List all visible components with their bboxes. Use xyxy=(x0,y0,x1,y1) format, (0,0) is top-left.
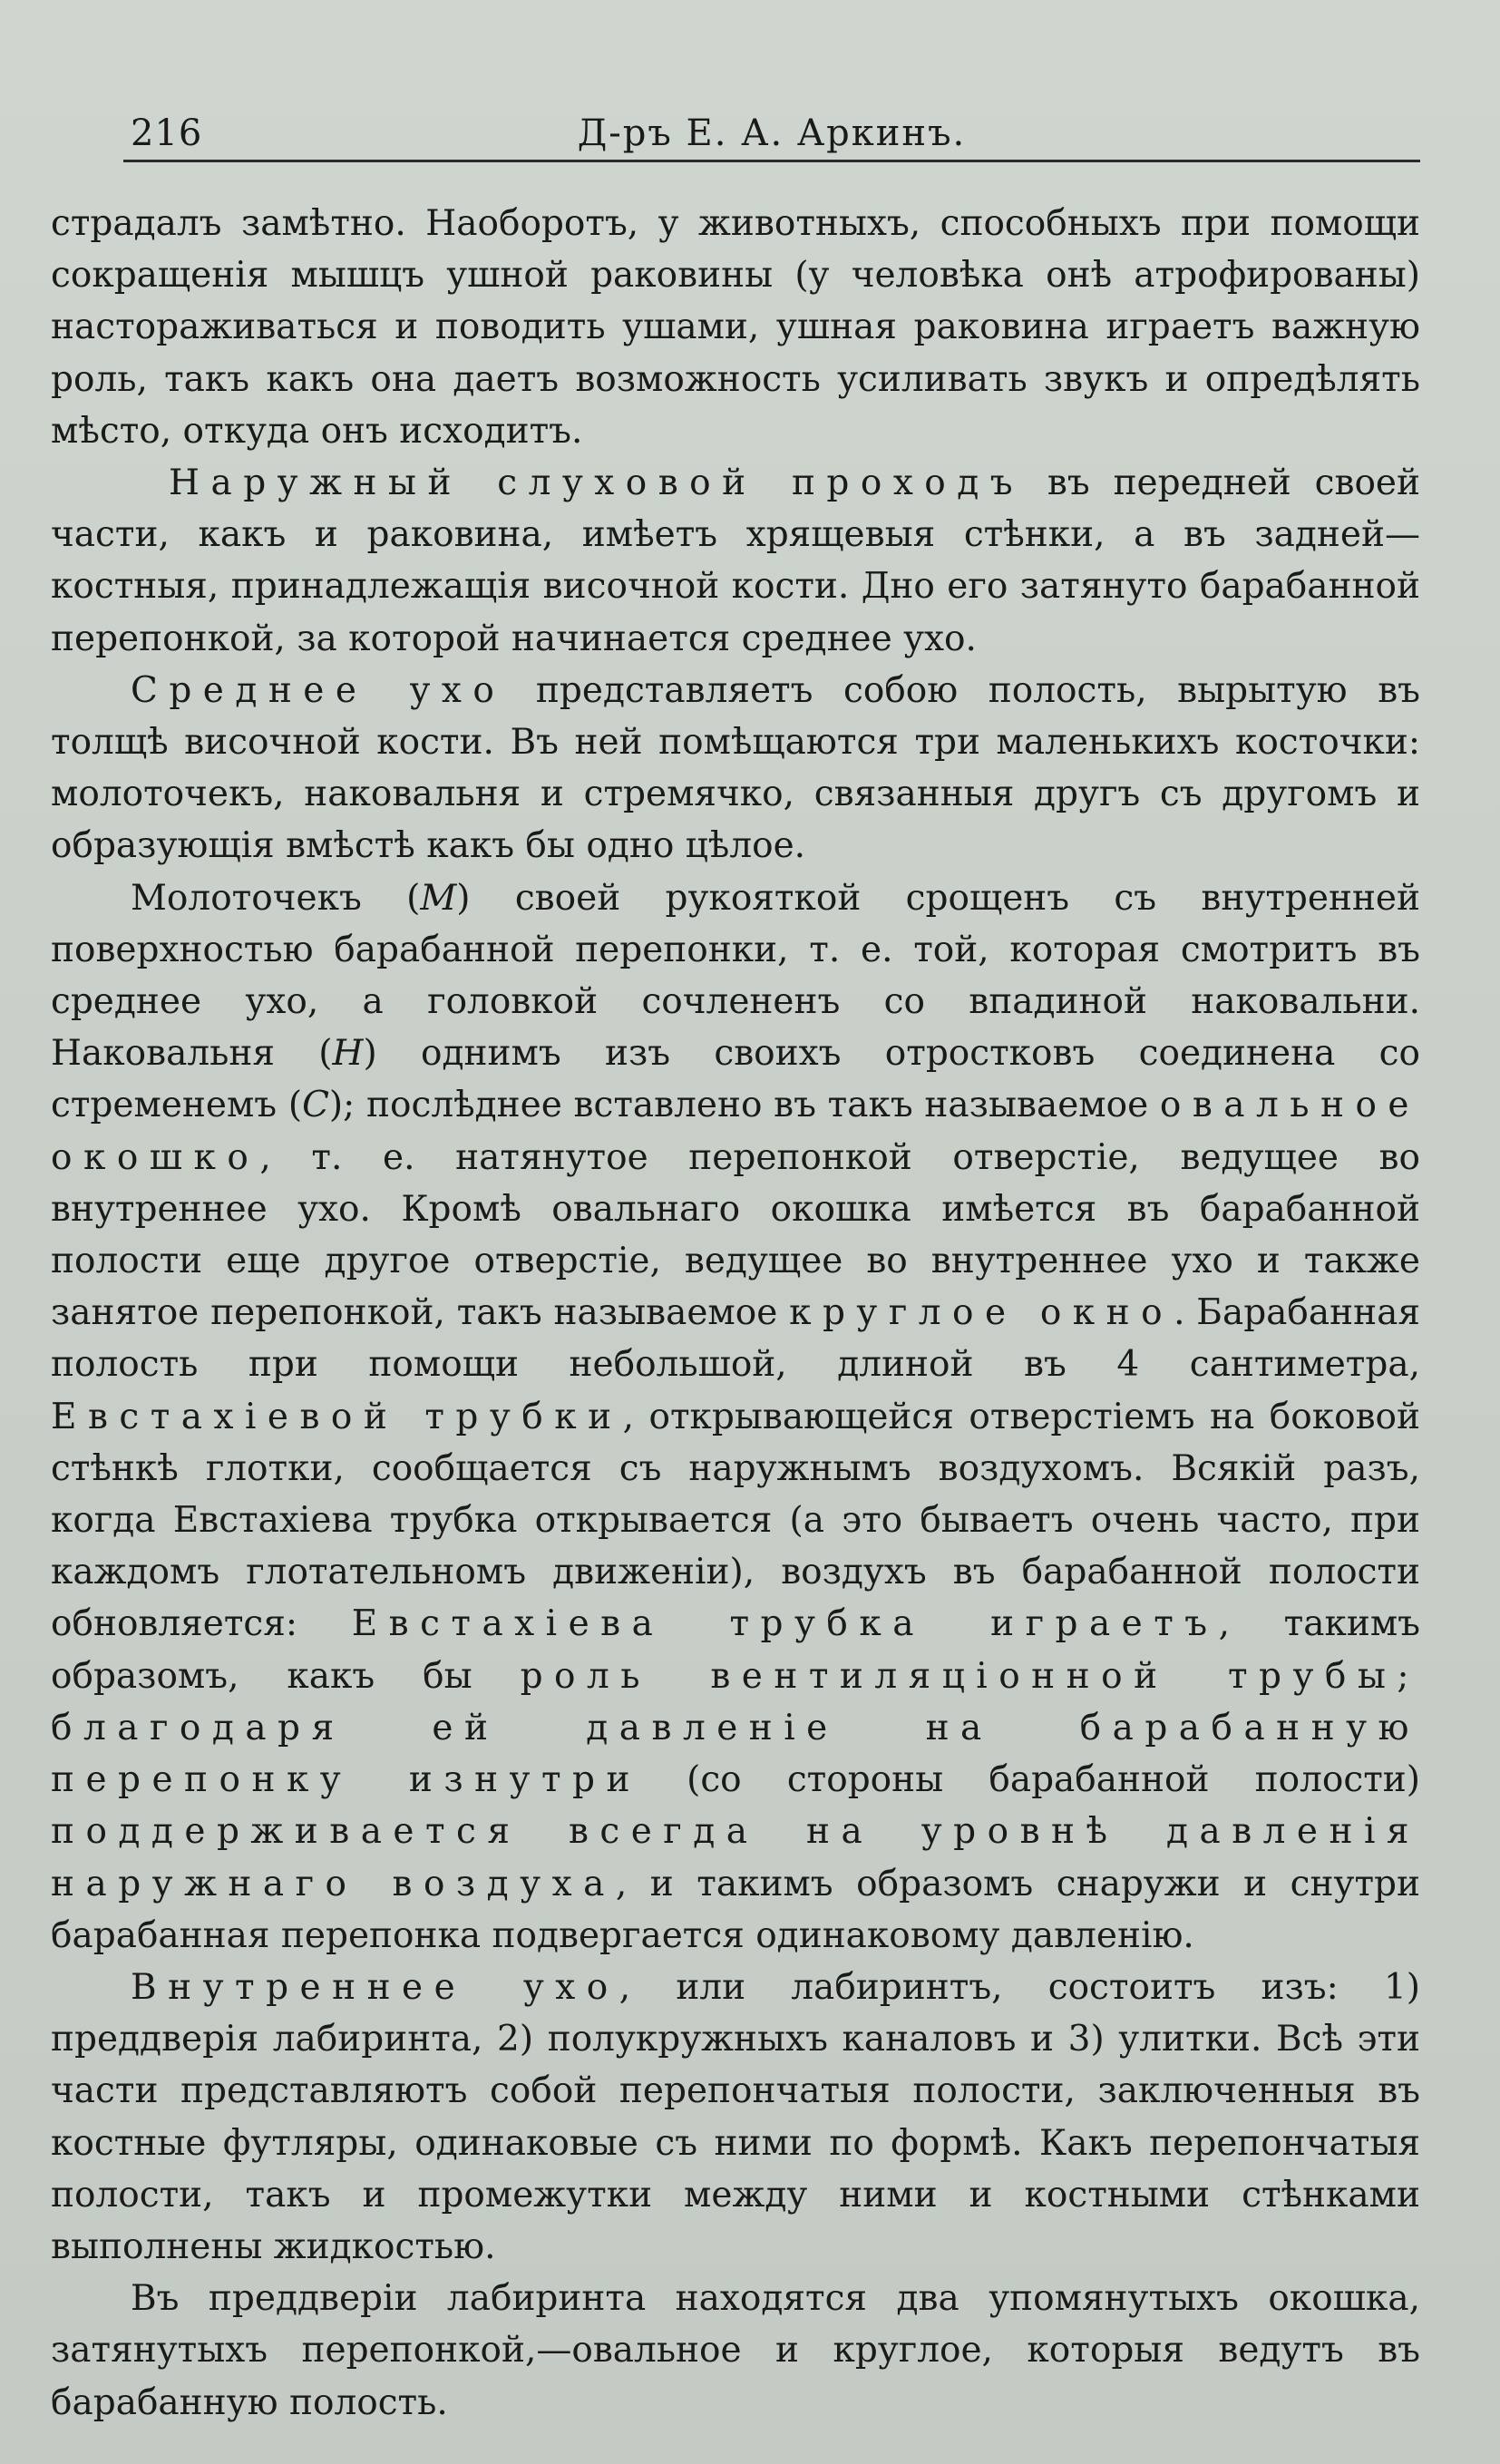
label-n: Н xyxy=(332,1033,364,1075)
paragraph-3-text: представляетъ собою полость, вырытую въ толщѣ височной кости. Въ ней помѣщаются три маленькихъ косточки: молоточекъ, наковальня и стремячко, связанныя другъ съ другомъ и образующія вмѣстѣ какъ бы одно цѣлое. xyxy=(51,669,1420,867)
paragraph-4-text: ); послѣднее вставлено въ такъ называемое xyxy=(328,1085,1160,1126)
term-middle-ear: Среднее ухо xyxy=(131,669,506,711)
term-round-window: круглое окно xyxy=(789,1292,1174,1334)
label-c: С xyxy=(302,1085,329,1126)
emphasis-pressure-level: поддерживается всегда на уровнѣ давленія наружнаго воздуха xyxy=(51,1811,1420,1904)
paragraph-4-text: (со стороны барабанной полости) xyxy=(640,1759,1420,1801)
paragraph-4-text: ) однимъ изъ своихъ отростковъ соединена со стременемъ ( xyxy=(51,1033,1420,1126)
paragraph-4-text: ) своей рукояткой срощенъ съ внутренней поверхностью барабанной перепонки, т. е. той, которая смотритъ въ среднее ухо, а головкой сочлененъ со впадиной наковальни. Наковальня ( xyxy=(51,877,1421,1075)
paragraph-6 xyxy=(51,2273,1420,2429)
body-text xyxy=(51,198,1421,2423)
paragraph-4-text: , такимъ образомъ, какъ бы xyxy=(51,1603,1420,1697)
paragraph-4-text: , открывающейся отверстіемъ на боковой стѣнкѣ глотки, сообщается съ наружнымъ воздухомъ. Всякій разъ, когда Евстахіева трубка открывается (а это бываетъ очень часто, при каждомъ глотательномъ движеніи), воздухъ въ барабанной полости обновляется: xyxy=(51,1396,1421,1645)
paragraph-3 xyxy=(51,665,1420,872)
paragraph-4 xyxy=(51,872,1420,1962)
label-m: М xyxy=(420,877,457,919)
paragraph-4-text: Молоточекъ ( xyxy=(131,877,421,919)
paragraph-4-text: . Барабанная полость при помощи небольшой, длиной въ 4 сантиметра, xyxy=(51,1292,1420,1386)
paragraph-4-text: , и такимъ образомъ снаружи и снутри барабанная перепонка подвергается одинаковому давленію. xyxy=(51,1863,1421,1956)
term-outer-ear-canal: Наружный слуховой проходъ xyxy=(169,463,1025,504)
paragraph-4-text: , т. е. натянутое перепонкой отверстіе, ведущее во внутреннее ухо. Кромѣ овальнаго окошка имѣется въ барабанной полости еще другое отверстіе, ведущее во внутреннее ухо и также занятое перепонкой, такъ называемое xyxy=(51,1136,1420,1334)
paragraph-6-text: Въ преддверіи лабиринта находятся два упомянутыхъ окошка, затянутыхъ перепонкой,—овальное и круглое, которыя ведутъ въ барабанную полость. xyxy=(51,2278,1420,2423)
paragraph-2 xyxy=(51,457,1420,665)
term-inner-ear: Внутреннее ухо xyxy=(131,1966,619,2008)
running-head: Д-ръ Е. А. Аркинъ. xyxy=(577,112,967,154)
emphasis-ventilation-role: роль вентиляціонной трубы; благодаря ей давленіе на барабанную перепонку изнутри xyxy=(51,1655,1420,1801)
term-oval-window: овальное окошко xyxy=(51,1085,1420,1178)
term-eustachian-tube: Евстахіевой трубки xyxy=(51,1396,623,1437)
paragraph-5-text: , или лабиринтъ, состоитъ изъ: 1) преддверія лабиринта, 2) полукружныхъ каналовъ и 3) улитки. Всѣ эти части представляютъ собой перепончатыя полости, заключенныя въ костные футляры, одинаковые съ ними по формѣ. Какъ перепончатыя полости, такъ и промежутки между ними и костными стѣнками выполнены жидкостью. xyxy=(51,1966,1420,2267)
paragraph-5 xyxy=(51,1962,1420,2273)
paragraph-1-text: страдалъ замѣтно. Наоборотъ, у животныхъ, способныхъ при помощи сокращенія мышцъ ушной раковины (у человѣка онѣ атрофированы) настораживаться и поводить ушами, ушная раковина играетъ важную роль, такъ какъ она даетъ возможность усиливать звукъ и опредѣлять мѣсто, откуда онъ исходитъ. xyxy=(51,203,1420,452)
page-number: 216 xyxy=(131,112,203,154)
emphasis-eustachian-plays: Евстахіева трубка играетъ xyxy=(351,1603,1219,1645)
paragraph-2-text: въ передней своей части, какъ и раковина, имѣетъ хрящевыя стѣнки, а въ задней—костныя, принадлежащія височной кости. Дно его затянуто барабанной перепонкой, за которой начинается среднее ухо. xyxy=(51,463,1420,659)
paragraph-1 xyxy=(51,198,1420,457)
page-header xyxy=(123,105,1420,162)
